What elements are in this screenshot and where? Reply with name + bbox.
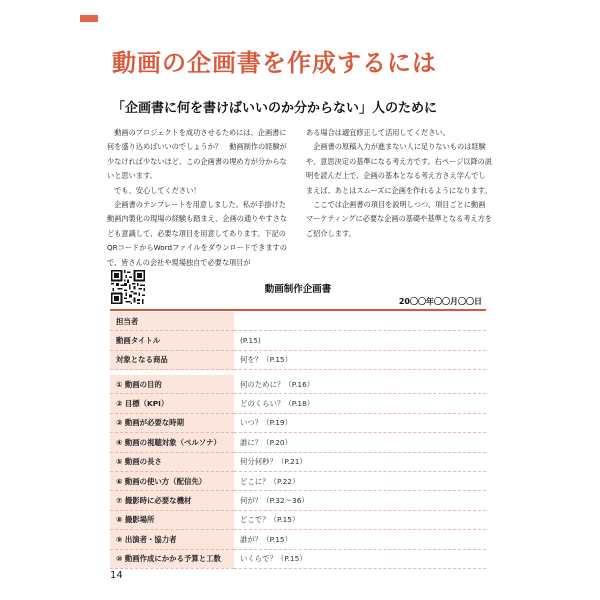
table-row (110, 471, 486, 490)
row-value: どこに？（P.22） (234, 471, 486, 490)
right-column (306, 126, 492, 241)
table-row (110, 433, 486, 452)
table-row (110, 452, 486, 471)
paragraph: 企画書の原稿入力が進まない人に足りないものは経験や、意思決定の基準になる考え方です。右ページ以降の説明を読んだ上で、企画の基本となる考え方さえ学んでしまえば、あとはスムーズに企画を作れるようになります。 (306, 142, 493, 195)
row-value: いくらで？（P.15） (234, 549, 486, 568)
table-row (110, 331, 486, 350)
row-value: いつ？（P.19） (234, 413, 486, 432)
row-label: ② 目標（KPI） (110, 394, 234, 413)
row-value: 何を？（P.15） (234, 350, 486, 369)
paragraph: 企画書のテンプレートを用意しました。私が手掛けた動画内製化の現場の経験も踏まえ、企画の通りやすさなども意識して、必要な項目を用意してあります。下記のQRコードからWordファイルをダウンロードできますので、皆さんの会社や現場独自で必要な項目が (107, 200, 288, 267)
form-header-table (110, 312, 486, 370)
paragraph: 動画のプロジェクトを成功させるためには、企画書に何を盛り込めばいいのでしょうか？ 動画制作の経験が少なければ少ないほど、この企画書の埋め方が分からないと思います。 (107, 128, 287, 181)
page-title: 動画の企画書を作成するには (112, 49, 437, 77)
row-label: ④ 動画の視聴対象（ペルソナ） (110, 433, 234, 452)
form-title: 動画制作企画書 (264, 284, 332, 295)
row-value: 何分何秒？（P.21） (234, 452, 486, 471)
row-value: 誰に？（P.20） (234, 433, 486, 452)
row-label: 対象となる商品 (110, 350, 234, 369)
form-items-table (110, 375, 486, 569)
row-value: 何のために？（P.16） (234, 375, 486, 394)
accent-bar (80, 15, 98, 22)
row-label: ③ 動画が必要な時期 (110, 413, 234, 432)
row-label: ⑩ 動画作成にかかる予算と工数 (110, 549, 234, 568)
table-row (110, 510, 486, 529)
table-row (110, 530, 486, 549)
paragraph: ここでは企画書の項目を説明しつつ、項目ごとに動画マーケティングに必要な企画の基礎や基準となる考え方をご紹介します。 (306, 200, 493, 238)
table-row (110, 549, 486, 568)
table-row (110, 413, 486, 432)
table-row (110, 375, 486, 394)
form-date: 20〇〇年〇〇月〇〇日 (398, 297, 482, 306)
row-value: 誰が？（P.15） (234, 530, 486, 549)
row-label: ⑥ 動画の使い方（配信先） (110, 471, 234, 490)
row-label: ① 動画の目的 (110, 375, 234, 394)
row-label: ⑨ 出演者・協力者 (110, 530, 234, 549)
row-label: ⑧ 撮影場所 (110, 510, 234, 529)
section-subtitle: 「企画書に何を書けばいいのか分からない」人のために (112, 101, 438, 116)
table-row (110, 394, 486, 413)
row-label: 担当者 (110, 312, 234, 331)
row-label: ⑦ 撮影時に必要な機材 (110, 491, 234, 510)
row-label: 動画タイトル (110, 331, 234, 350)
row-value: (P.15) (234, 331, 486, 350)
divider (110, 309, 486, 311)
row-label: ⑤ 動画の長さ (110, 452, 234, 471)
page-number: 14 (110, 570, 123, 581)
paragraph: ある場合は適宜修正して活用してください。 (306, 128, 450, 137)
table-row (110, 312, 486, 331)
row-value: 何が？（P.32〜36） (234, 491, 486, 510)
table-row (110, 491, 486, 510)
paragraph: でも、安心してください！ (114, 185, 201, 195)
left-column (107, 126, 293, 270)
row-value (234, 312, 486, 331)
row-value: どこで？（P.15） (234, 510, 486, 529)
row-value: どのくらい？（P.18） (234, 394, 486, 413)
table-row (110, 350, 486, 369)
